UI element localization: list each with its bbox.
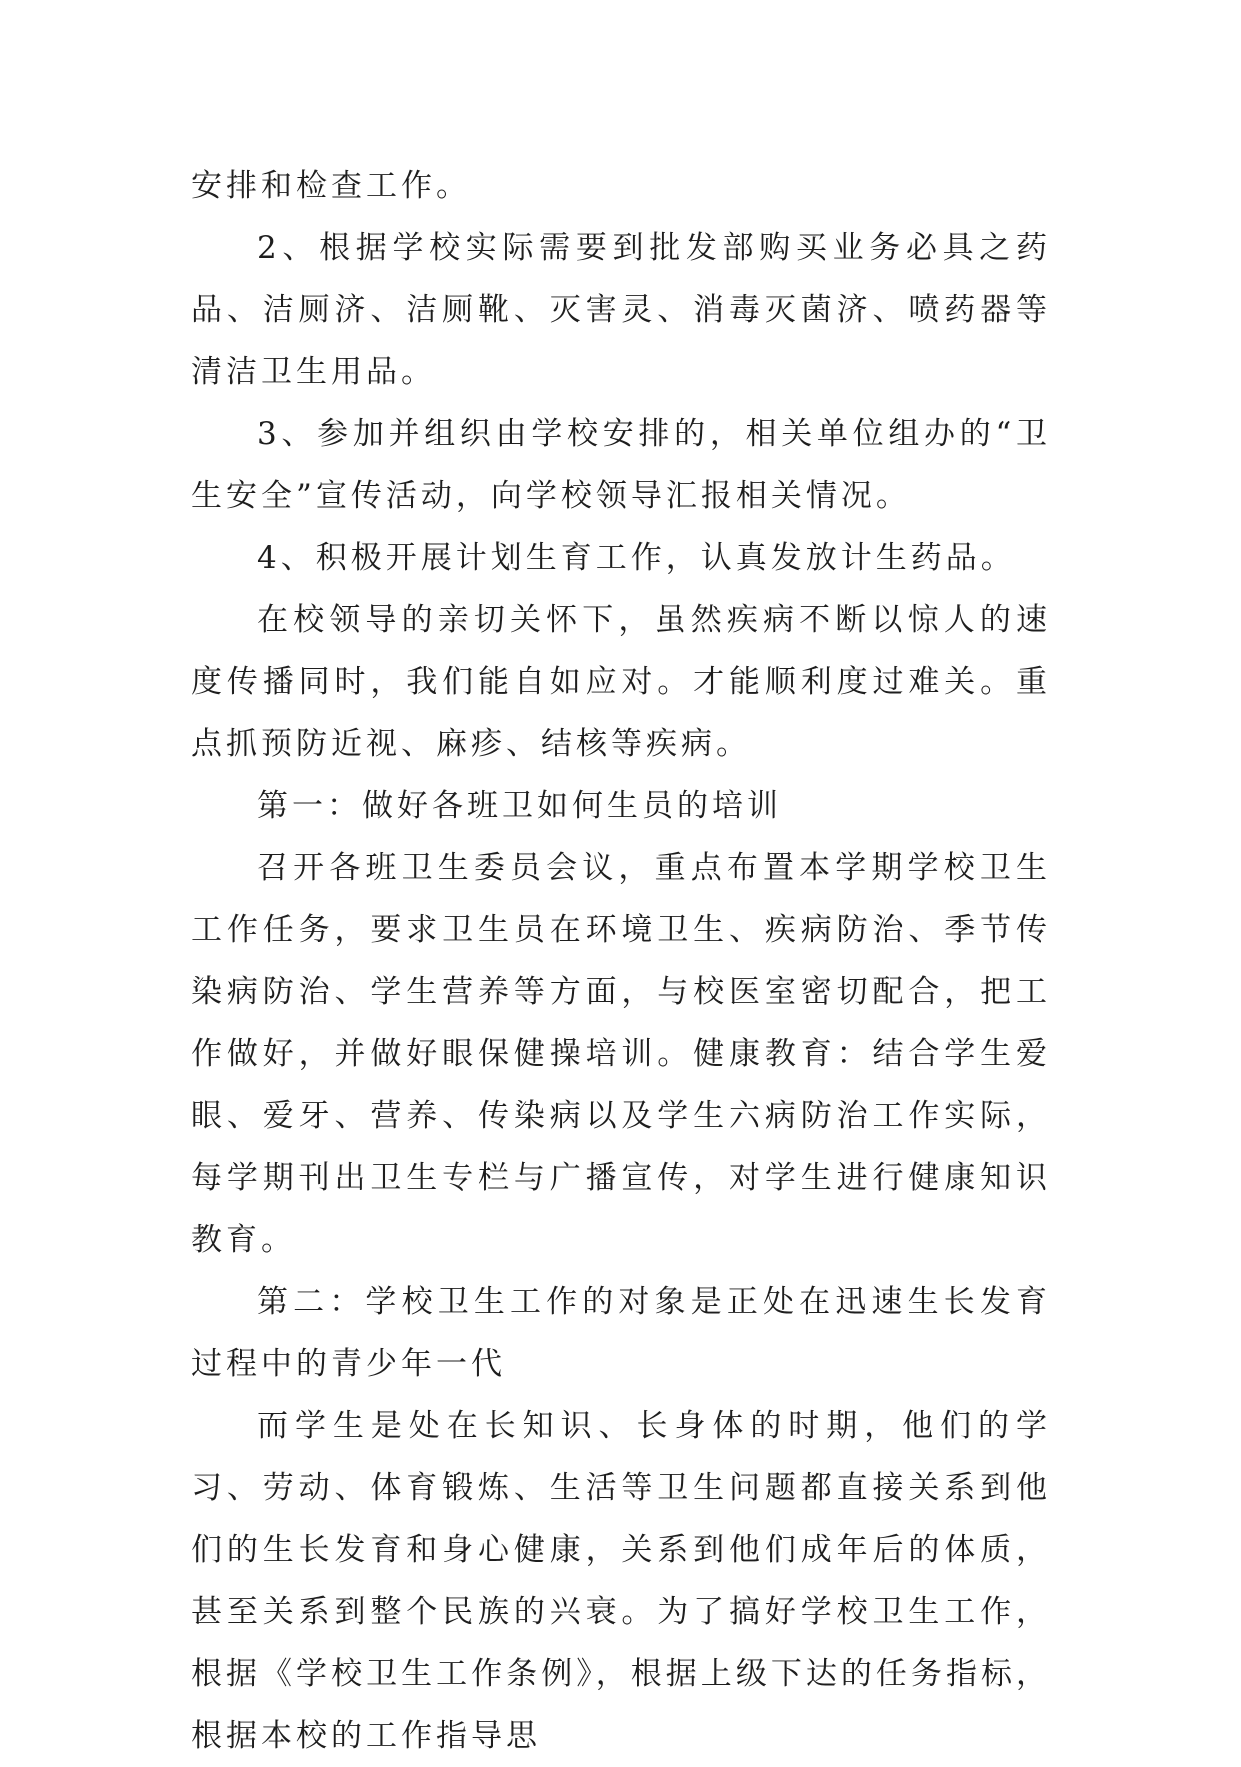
section-heading: 第一：做好各班卫如何生员的培训 — [257, 788, 782, 824]
paragraph: 召开各班卫生委员会议，重点布置本学期学校卫生工作任务，要求卫生员在环境卫生、疾病防治、季节传染病防治、学生营养等方面，与校医室密切配合，把工作做好，并做好眼保健操培训。健康教育：结合学生爱眼、爱牙、营养、传染病以及学生六病防治工作实际，每学期刊出卫生专栏与广播宣传，对学生进行健康知识教育。 — [191, 850, 1051, 1258]
paragraph: 4、积极开展计划生育工作，认真发放计生药品。 — [257, 540, 1016, 576]
section-heading: 第二：学校卫生工作的对象是正处在迅速生长发育过程中的青少年一代 — [191, 1284, 1051, 1382]
paragraph: 而学生是处在长知识、长身体的时期，他们的学习、劳动、体育锻炼、生活等卫生问题都直接关系到他们的生长发育和身心健康，关系到他们成年后的体质，甚至关系到整个民族的兴衰。为了搞好学校卫生工作，根据《学校卫生工作条例》，根据上级下达的任务指标，根据本校的工作指导思 — [191, 1408, 1051, 1754]
paragraph: 3、参加并组织由学校安排的，相关单位组办的“卫生安全”宣传活动，向学校领导汇报相关情况。 — [191, 416, 1051, 514]
paragraph: 在校领导的亲切关怀下，虽然疾病不断以惊人的速度传播同时，我们能自如应对。才能顺利度过难关。重点抓预防近视、麻疹、结核等疾病。 — [191, 602, 1051, 762]
paragraph: 安排和检查工作。 — [191, 168, 471, 204]
paragraph: 2、根据学校实际需要到批发部购买业务必具之药品、洁厕济、洁厕靴、灭害灵、消毒灭菌济、喷药器等清洁卫生用品。 — [191, 230, 1051, 390]
document-body — [191, 155, 1051, 1767]
